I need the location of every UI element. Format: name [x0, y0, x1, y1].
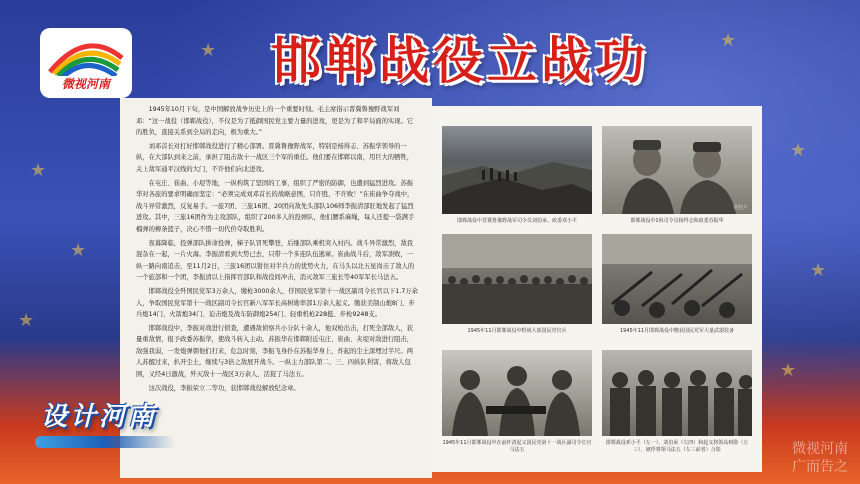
brand-logo	[40, 28, 132, 98]
photo-caption: 邯郸战役中晋冀鲁豫野战军司令员刘伯承、政委邓小平	[456, 218, 577, 224]
star-icon: ★	[780, 360, 797, 381]
star-icon: ★	[200, 40, 217, 61]
article-paragraph: 邯郸战役中，李振对战进行侦查，遭遇敌侦察兵小分队十余人，他双枪出击，打死全部敌人，获量重敌情，报予政委苏振华，使战斗转入主动。苏振华在邯郸附近屯庄、崔曲、夹堤对敌进行阻击，敌强我弱，一发炮弹朝他们打来，危急时刻，李振飞身扑在苏振华身上，炸起的尘土深埋过半尺。两人苏醒过来，扒开尘土，继续与3倍之敌展开战斗。一纵主力部队第二、三、四纵队利害，将敌人包围，又经4日激战，歼灭敌十一战区3万余人，活捉了马法五。	[136, 324, 414, 379]
photo-caption: 邯郸战役中1纵司令员杨得志和政委苏振华	[630, 218, 724, 224]
poster-title	[225, 22, 695, 92]
photo-captured-weapons	[602, 234, 752, 324]
article-paragraph: 这次战役，李振荣立二等功，获邯郸战役解放纪念章。	[148, 384, 300, 392]
article-paragraph: 邯郸战役全歼国民党军3万余人，缴枪3000余人，俘国民党军第十一战区副司令长官以下1.7万余人，争取国民党军第十一战区副司令长官新八军军长高树勋率部1万余人起义。缴获美制山炮8门、步兵炮14门、火箭炮34门、迫击炮及战车防御炮254门、轻重机枪228挺、步枪9248支。	[136, 287, 418, 319]
photo-caption: 邯郸战役邓小平（左一）、刘伯承（左四）和起义将领高树勋（左三），被俘将领马法五（左三前者）合影	[605, 440, 749, 453]
photo-battlefield-painting	[442, 126, 592, 214]
watermark-line: 微视河南	[792, 441, 848, 457]
article-paragraph: 刘邓首长对打好邯郸战役进行了精心部署。晋冀鲁豫野战军，特别是杨得志、苏振华领导的一纵，在大部队到来之前，承担了阻击敌十一战区三个军的重任。他们要在邯郸以南，用巨大的牺牲，关上敌军通平汉线的大门，不许他们向北进攻。	[136, 142, 414, 173]
design-henan-logo	[35, 388, 185, 458]
photo-group-portrait	[602, 350, 752, 436]
star-icon: ★	[790, 140, 807, 161]
star-icon: ★	[720, 30, 737, 51]
photo-inline-watermark: 老照片	[732, 205, 748, 211]
article-paragraph: 夜幕降临，投弹部队拼命投弹，梯子队冒死攀登，后继部队乘机突入村内。战斗异常激烈，敌我混杂在一起，一片火海。李振清看到大势已去，只带一个多连队伍逃窜。崔曲战斗后，敌军溃败，一纵一路向南追击，至11月2日，三旅16团以钳住对半兵力的优势火力，在马头以北五星岗击了敌人的一个旅部和一个团，李振清以上指挥官部队和战役间冲击，消灭敌军三旅长等40军军长马法五。	[136, 239, 415, 282]
photo-caption: 1945年11月邯郸战役中在前杆清起义国民党第十一战区副司令长官马法五	[442, 440, 592, 453]
photo-commanders-portrait	[602, 126, 752, 214]
photo-panel	[432, 106, 762, 472]
article-paragraph: 在屯庄、崔曲、小堤等地，一纵构筑了坚固的工事，组织了严密的防御，也遭到猛烈进攻。苏振华对各旅的要求明确而坚定：“必须完成刘邓首长的战略意图，只许胜，不许败！”在崔曲争夺战中，战斗异常激烈，反复易手。一旅7团、三旅16团、20团向敌先头部队106师李振清部驻地发起了猛烈进攻。其中，三旅16团作为主攻部队，组织了200多人的投弹队，他们腰系麻绳，每人还提一袋满手榴弹的柳条篮子，决心不惜一切代价夺取胜利。	[136, 179, 415, 233]
corner-watermark	[792, 440, 848, 476]
article-paragraph: 1945年10月下旬，是中国解放战争历史上的一个重要时刻。毛主席指示晋冀鲁豫野战军刘邓：“这一战役（邯郸战役），不仅是为了抵御国民党主要力量的进攻，更是为了和平局面的实现。它的胜负，直接关系到全局的走向，极为重大。”	[136, 106, 414, 137]
photo-uprising-officers	[442, 350, 592, 436]
logo-underline-bar	[35, 436, 175, 448]
star-icon: ★	[70, 240, 87, 261]
star-icon: ★	[18, 310, 35, 331]
brand-logo-text: 微视河南	[61, 77, 110, 91]
star-icon: ★	[810, 260, 827, 281]
poster-title-text: 邯郸战役立战功	[271, 31, 649, 90]
rainbow-arc-icon	[46, 32, 126, 76]
watermark-line: 广而告之	[792, 459, 848, 475]
design-henan-logo-text: 设计河南	[41, 402, 158, 432]
photo-caption: 1945年11月邯郸战役中野战大部国民党官兵	[467, 328, 567, 334]
star-icon: ★	[30, 160, 47, 181]
photo-surrendered-troops	[442, 234, 592, 324]
photo-caption: 1945年11月邯郸战役中缴获国民党军大量武器装备	[619, 328, 735, 334]
